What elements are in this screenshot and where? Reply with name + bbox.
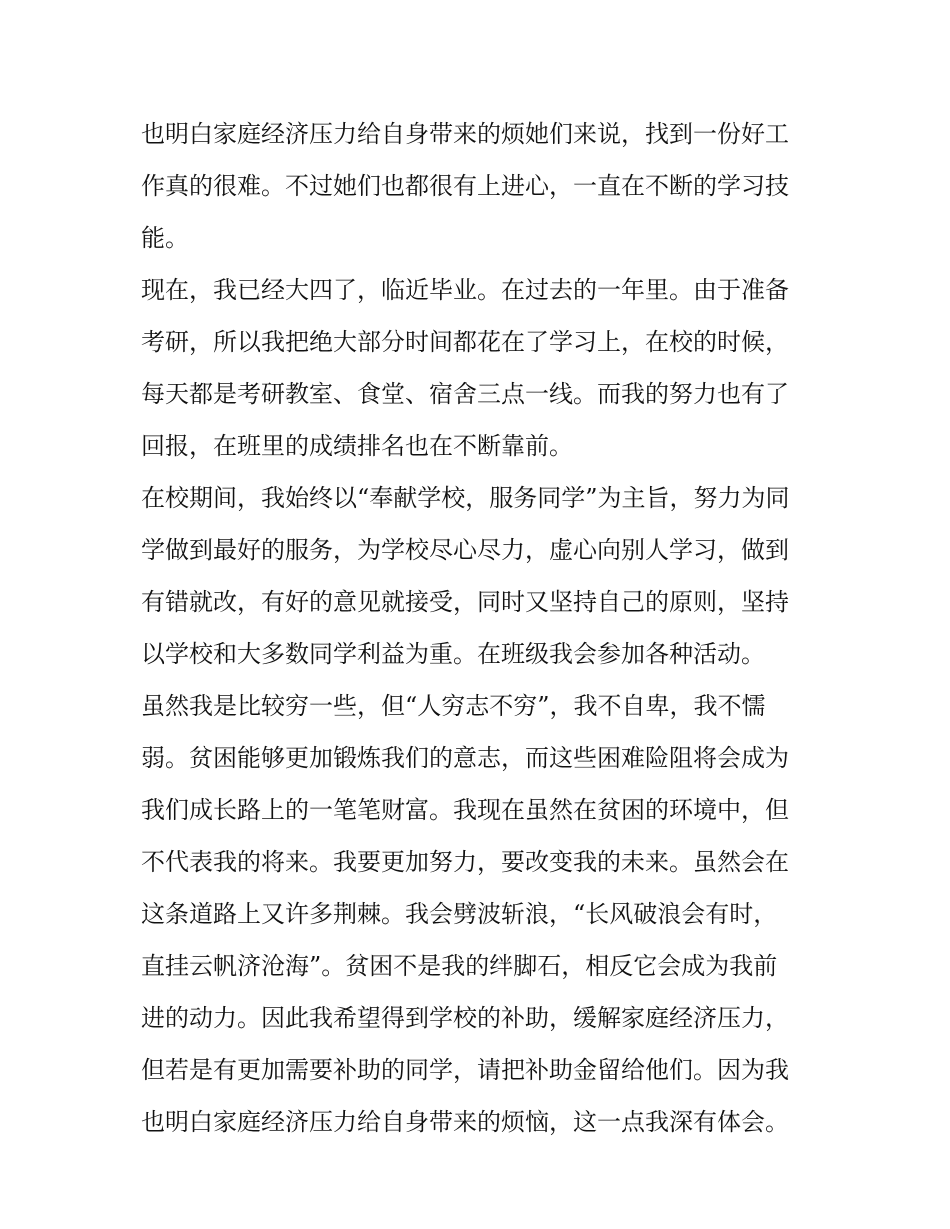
text-line: 有错就改，有好的意见就接受，同时又坚持自己的原则，坚持 — [141, 588, 789, 616]
body-text — [141, 108, 813, 1148]
text-line: 进的动力。因此我希望得到学校的补助，缓解家庭经济压力， — [141, 1004, 789, 1032]
text-line: 每天都是考研教室、食堂、宿舍三点一线。而我的努力也有了 — [141, 380, 789, 408]
text-line: 我们成长路上的一笔笔财富。我现在虽然在贫困的环境中，但 — [141, 796, 789, 824]
text-line: 也明白家庭经济压力给自身带来的烦她们来说，找到一份好工 — [141, 120, 789, 148]
text-line: 回报，在班里的成绩排名也在不断靠前。 — [141, 432, 573, 460]
text-line: 学做到最好的服务，为学校尽心尽力，虚心向别人学习，做到 — [141, 536, 789, 564]
text-line: 考研，所以我把绝大部分时间都花在了学习上，在校的时候， — [141, 328, 789, 356]
text-line: 不代表我的将来。我要更加努力，要改变我的未来。虽然会在 — [141, 848, 789, 876]
text-line: 现在，我已经大四了，临近毕业。在过去的一年里。由于准备 — [141, 276, 789, 304]
text-line: 在校期间，我始终以“奉献学校，服务同学”为主旨，努力为同 — [141, 484, 790, 512]
text-line: 虽然我是比较穷一些，但“人穷志不穷”，我不自卑，我不懦 — [141, 692, 766, 720]
text-line: 也明白家庭经济压力给自身带来的烦恼，这一点我深有体会。 — [141, 1108, 789, 1136]
text-line: 直挂云帆济沧海”。贫困不是我的绊脚石，相反它会成为我前 — [141, 952, 778, 980]
text-line: 弱。贫困能够更加锻炼我们的意志，而这些困难险阻将会成为 — [141, 744, 789, 772]
text-line: 以学校和大多数同学利益为重。在班级我会参加各种活动。 — [141, 640, 765, 668]
text-line: 能。 — [141, 224, 189, 252]
text-line: 但若是有更加需要补助的同学，请把补助金留给他们。因为我 — [141, 1056, 789, 1084]
text-line: 这条道路上又许多荆棘。我会劈波斩浪，“长风破浪会有时， — [141, 900, 778, 928]
text-line: 作真的很难。不过她们也都很有上进心，一直在不断的学习技 — [141, 172, 789, 200]
